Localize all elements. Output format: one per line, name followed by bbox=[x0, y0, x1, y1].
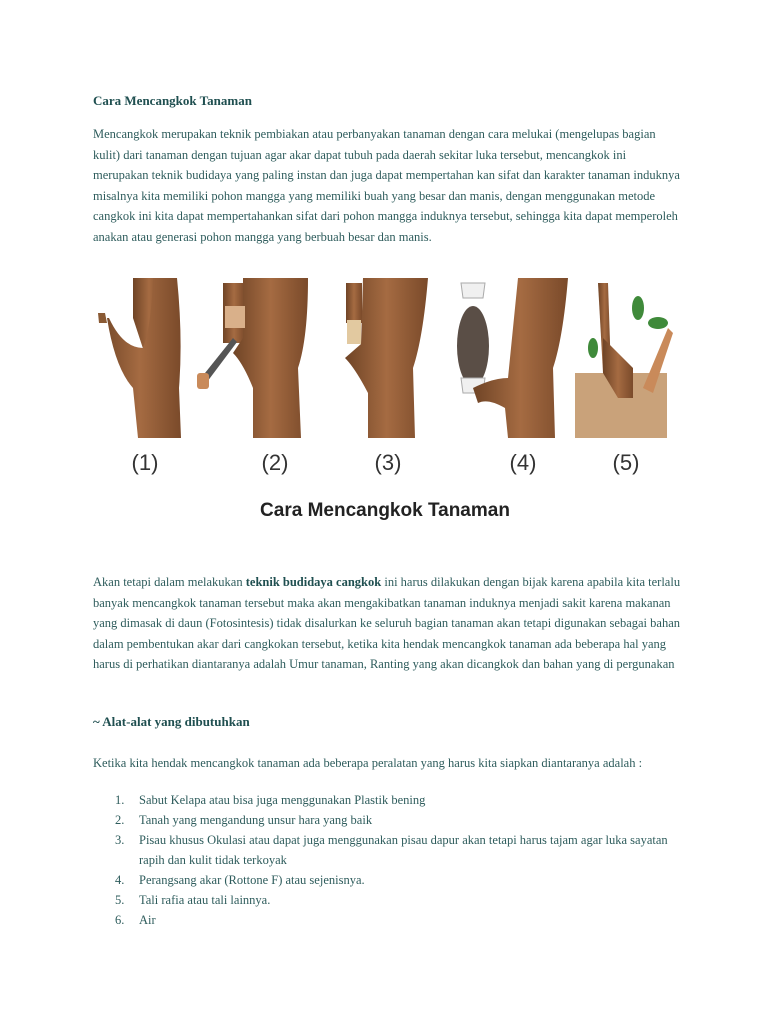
list-item-text: Pisau khusus Okulasi atau dapat juga menggunakan pisau dapur akan tetapi harus tajam agar luka sayatan rapih dan kulit tidak terkoyak bbox=[139, 833, 668, 867]
caution-bold-term: teknik budidaya cangkok bbox=[245, 575, 382, 589]
list-item-number: 4. bbox=[115, 873, 125, 887]
step-5-label: (5) bbox=[612, 450, 640, 475]
step-2-label: (2) bbox=[261, 450, 289, 475]
step-1-tree bbox=[98, 278, 181, 438]
list-item-text: Perangsang akar (Rottone F) atau sejenisnya. bbox=[139, 873, 365, 887]
caution-paragraph bbox=[93, 572, 683, 675]
list-item-text: Tanah yang mengandung unsur hara yang baik bbox=[139, 813, 373, 827]
list-item bbox=[93, 810, 683, 830]
list-item-text: Air bbox=[139, 913, 156, 927]
step-3-tree bbox=[345, 278, 428, 438]
tools-heading: ~ Alat-alat yang dibutuhkan bbox=[93, 714, 250, 729]
list-item-text: Tali rafia atau tali lainnya. bbox=[139, 893, 271, 907]
list-item bbox=[93, 870, 683, 890]
list-item-number: 6. bbox=[115, 913, 125, 927]
document-heading: Cara Mencangkok Tanaman bbox=[93, 93, 252, 108]
tools-list bbox=[93, 790, 683, 930]
list-item-text: Sabut Kelapa atau bisa juga menggunakan Plastik bening bbox=[139, 793, 426, 807]
grafting-steps-illustration bbox=[93, 278, 677, 493]
step-5-tree bbox=[575, 283, 673, 438]
list-item-number: 3. bbox=[115, 833, 125, 847]
step-1-label: (1) bbox=[131, 450, 159, 475]
grafting-figure bbox=[93, 278, 677, 528]
list-item-number: 1. bbox=[115, 793, 125, 807]
step-3-label: (3) bbox=[374, 450, 402, 475]
list-item bbox=[93, 910, 683, 930]
list-item-number: 2. bbox=[115, 813, 125, 827]
step-2-tree bbox=[197, 278, 308, 438]
list-item bbox=[93, 890, 683, 910]
tools-intro: Ketika kita hendak mencangkok tanaman ada beberapa peralatan yang harus kita siapkan diantaranya adalah : bbox=[93, 756, 643, 770]
caution-text-start: Akan tetapi dalam melakukan bbox=[93, 575, 246, 589]
step-4-tree bbox=[457, 278, 568, 438]
list-item bbox=[93, 830, 683, 870]
step-4-label: (4) bbox=[509, 450, 537, 475]
caution-text-end: ini harus dilakukan dengan bijak karena apabila kita terlalu banyak mencangkok tanaman tersebut maka akan mengakibatkan tanaman induknya menjadi sakit karena makanan yang dimasak di daun (Fotosintesis) tidak disalurkan ke seluruh bagian tanaman akan tetapi digunakan sebagai bahan dalam pembentukan akar dari cangkokan tersebut, ketika kita hendak mencangkok tanaman ada beberapa hal yang harus di perhatikan diantaranya adalah Umur tanaman, Ranting yang akan dicangkok dan bahan yang di pergunakan bbox=[93, 575, 681, 671]
list-item bbox=[93, 790, 683, 810]
figure-title: Cara Mencangkok Tanaman bbox=[260, 500, 510, 521]
intro-paragraph: Mencangkok merupakan teknik pembiakan atau perbanyakan tanaman dengan cara melukai (mengelupas bagian kulit) dari tanaman dengan tujuan agar akar dapat tubuh pada daerah sekitar luka tersebut, mencangkok ini merupakan teknik budidaya yang paling instan dan juga dapat mempertahan kan sifat dan karakter tanaman induknya misalnya kita memiliki pohon mangga yang memiliki buah yang besar dan manis, dengan menggunakan metode cangkok ini kita dapat mempertahankan sifat dari pohon mangga induknya tersebut, sehingga kita dapat memperoleh anakan atau generasi pohon mangga yang berbuah besar dan manis. bbox=[93, 127, 680, 244]
list-item-number: 5. bbox=[115, 893, 125, 907]
